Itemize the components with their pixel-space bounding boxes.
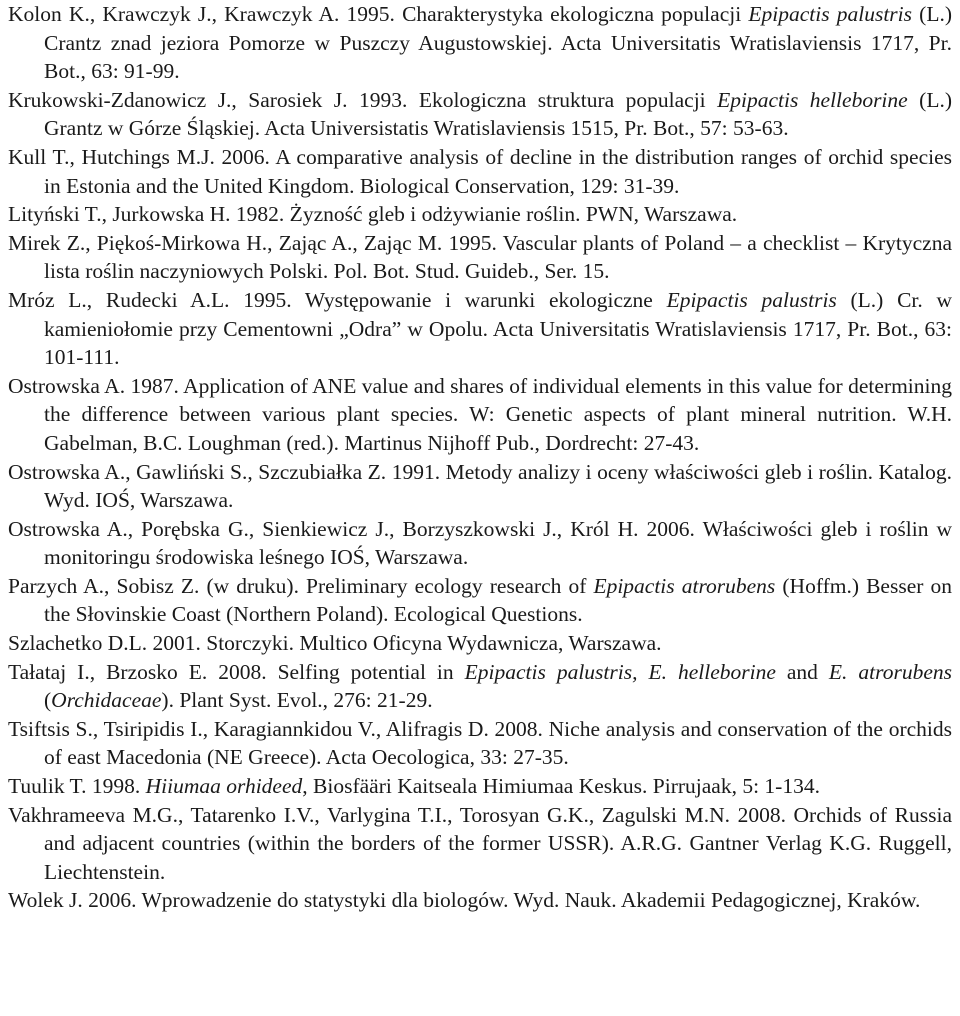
reference-text: (	[44, 688, 52, 713]
reference-text: Tsiftsis S., Tsiripidis I., Karagiannkidou V., Alifragis D. 2008. Niche analysis and conservation of the orchids of east Macedonia (NE Greece). Acta Oecologica, 33: 27-35.	[8, 716, 952, 770]
reference-text: Vakhrameeva M.G., Tatarenko I.V., Varlygina T.I., Torosyan G.K., Zagulski M.N. 2008. Orchids of Russia and adjacent countries (within the borders of the former USSR). A.R.G. Gantner Verlag K.G. Ruggell, Liechtenstein.	[8, 802, 952, 884]
reference-italic-text: Hiiumaa orhideed	[145, 774, 303, 799]
reference-italic-text: Orchidaceae	[51, 688, 162, 713]
reference-text: Wolek J. 2006. Wprowadzenie do statystyki dla biologów. Wyd. Nauk. Akademii Pedagogicznej, Kraków.	[8, 888, 921, 913]
reference-entry	[8, 0, 952, 86]
reference-text: Kolon K., Krawczyk J., Krawczyk A. 1995. Charakterystyka ekologiczna populacji	[8, 2, 749, 26]
reference-entry	[8, 229, 952, 286]
reference-italic-text: Epipactis palustris	[748, 2, 913, 26]
reference-entry	[8, 629, 952, 658]
reference-entry	[8, 801, 952, 887]
reference-entry	[8, 572, 952, 629]
reference-text: (L.) Grantz w Górze Śląskiej. Acta Universistatis Wratislaviensis 1515, Pr. Bot., 57: 53-63.	[44, 87, 952, 141]
reference-text: Mirek Z., Piękoś-Mirkowa H., Zając A., Zając M. 1995. Vascular plants of Poland – a checklist – Krytyczna lista roślin naczyniowych Polski. Pol. Bot. Stud. Guideb., Ser. 15.	[8, 230, 952, 284]
reference-text: Kull T., Hutchings M.J. 2006. A comparative analysis of decline in the distribution ranges of orchid species in Estonia and the United Kingdom. Biological Conservation, 129: 31-39.	[8, 144, 952, 198]
reference-italic-text: Epipactis atrorubens	[593, 573, 776, 598]
reference-italic-text: Epipactis helleborine	[717, 87, 908, 112]
reference-text: (L.) Crantz znad jeziora Pomorze w Puszczy Augustowskiej. Acta Universitatis Wratislaviensis 1717, Pr. Bot., 63: 91-99.	[44, 2, 953, 84]
reference-text: Mróz L., Rudecki A.L. 1995. Występowanie i warunki ekologiczne	[8, 287, 667, 312]
reference-entry	[8, 515, 952, 572]
reference-text: , Biosfääri Kaitseala Himiumaa Keskus. Pirrujaak, 5: 1-134.	[302, 774, 820, 799]
reference-text: Parzych A., Sobisz Z. (w druku). Preliminary ecology research of	[8, 573, 594, 598]
reference-text: Lityński T., Jurkowska H. 1982. Żyzność gleb i odżywianie roślin. PWN, Warszawa.	[8, 202, 738, 227]
reference-entry	[8, 658, 952, 715]
reference-text: Ostrowska A., Porębska G., Sienkiewicz J., Borzyszkowski J., Król H. 2006. Właściwości gleb i roślin w monitoringu środowiska leśnego IOŚ, Warszawa.	[8, 516, 952, 570]
reference-text: Szlachetko D.L. 2001. Storczyki. Multico Oficyna Wydawnicza, Warszawa.	[8, 631, 662, 656]
reference-entry	[8, 458, 952, 515]
reference-text: Ostrowska A., Gawliński S., Szczubiałka Z. 1991. Metody analizy i oceny właściwości gleb i roślin. Katalog. Wyd. IOŚ, Warszawa.	[8, 459, 952, 513]
reference-entry	[8, 143, 952, 200]
reference-italic-text: Epipactis palustris, E. helleborine	[464, 659, 776, 684]
reference-entry	[8, 86, 952, 143]
reference-text: Krukowski-Zdanowicz J., Sarosiek J. 1993. Ekologiczna struktura populacji	[8, 87, 718, 112]
reference-entry	[8, 372, 952, 458]
reference-text: and	[775, 659, 829, 684]
reference-text: ). Plant Syst. Evol., 276: 21-29.	[161, 688, 433, 713]
reference-entry	[8, 886, 952, 915]
reference-italic-text: Epipactis palustris	[666, 287, 837, 312]
reference-text: (Hoffm.) Besser on the Słovinskie Coast (Northern Poland). Ecological Questions.	[44, 573, 952, 627]
reference-italic-text: E. atrorubens	[828, 659, 952, 684]
reference-entry	[8, 772, 952, 801]
reference-text: Tałataj I., Brzosko E. 2008. Selfing potential in	[8, 659, 465, 684]
reference-text: (L.) Cr. w kamieniołomie przy Cementowni „Odra” w Opolu. Acta Universitatis Wratislaviensis 1717, Pr. Bot., 63: 101-111.	[44, 287, 953, 370]
reference-entry	[8, 715, 952, 772]
reference-entry	[8, 286, 952, 372]
reference-entry	[8, 200, 952, 229]
reference-text: Tuulik T. 1998.	[8, 774, 146, 799]
reference-text: Ostrowska A. 1987. Application of ANE value and shares of individual elements in this value for determining the difference between various plant species. W: Genetic aspects of plant mineral nutrition. W.H. Gabelman, B.C. Loughman (red.). Martinus Nijhoff Pub., Dordrecht: 27-43.	[8, 373, 952, 455]
